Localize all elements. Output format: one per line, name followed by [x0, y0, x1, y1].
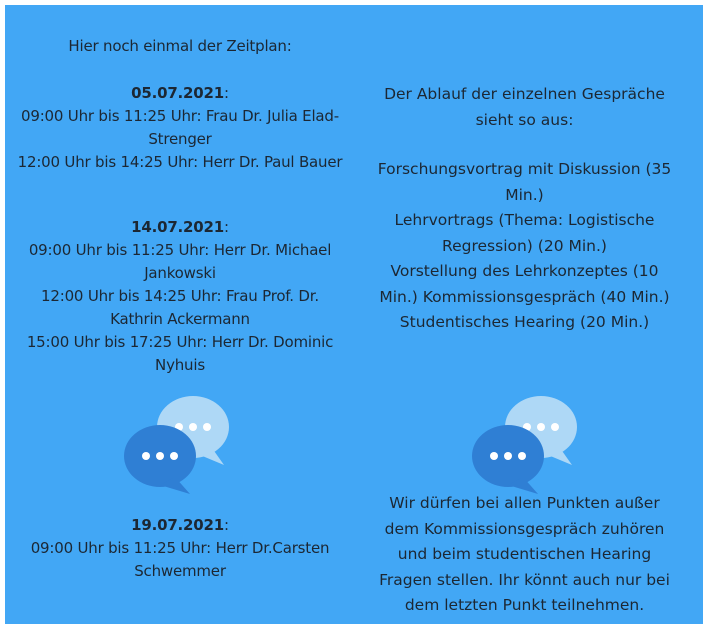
- day3-date: 19.07.2021: [131, 516, 225, 534]
- day2-date: 14.07.2021: [131, 218, 225, 236]
- day3-block: 19.07.2021: 09:00 Uhr bis 11:25 Uhr: Herr Dr.Carsten Schwemmer: [15, 514, 345, 583]
- agenda-line: Vorstellung des Lehrkonzeptes (10: [390, 262, 659, 280]
- chat-bubble-front: [124, 425, 196, 494]
- day3-line: 09:00 Uhr bis 11:25 Uhr: Herr Dr.Carsten: [30, 539, 330, 557]
- agenda-line: Studentisches Hearing (20 Min.): [399, 313, 650, 331]
- day2-line: 12:00 Uhr bis 14:25 Uhr: Frau Prof. Dr.: [41, 287, 319, 305]
- day2-block: 14.07.2021: 09:00 Uhr bis 11:25 Uhr: Herr Dr. Michael Jankowski 12:00 Uhr bis 14:25 Uhr: Frau Prof. Dr. Kathrin Ackermann 15:00 Uhr bis 17:25 Uhr: Herr Dr. Dominic Nyhuis: [15, 216, 345, 377]
- chat-bubbles-icon: [120, 393, 235, 498]
- agenda-line: Forschungsvortrag mit Diskussion (35: [377, 160, 672, 178]
- day2-line: 09:00 Uhr bis 11:25 Uhr: Herr Dr. Michael: [28, 241, 332, 259]
- day2-line: Kathrin Ackermann: [110, 310, 250, 328]
- day2-line: Jankowski: [144, 264, 216, 282]
- agenda-line: Min.) Kommissionsgespräch (40 Min.): [379, 287, 670, 306]
- day1-block: 05.07.2021: 09:00 Uhr bis 11:25 Uhr: Frau Dr. Julia Elad- Strenger 12:00 Uhr bis 14:25 Uhr: Herr Dr. Paul Bauer: [15, 82, 345, 174]
- day3-line: Schwemmer: [134, 562, 226, 580]
- chat-bubbles-icon: [468, 393, 583, 498]
- agenda-list: [352, 157, 697, 336]
- chat-bubble-front: [472, 425, 544, 494]
- agenda-line: Regression) (20 Min.): [442, 236, 607, 255]
- day1-line: Strenger: [148, 130, 212, 148]
- day2-line: 15:00 Uhr bis 17:25 Uhr: Herr Dr. Dominic: [26, 333, 334, 351]
- day1-date: 05.07.2021: [131, 84, 225, 102]
- agenda-line: Lehrvortrags (Thema: Logistische: [394, 211, 655, 229]
- schedule-intro: Hier noch einmal der Zeitplan:: [68, 37, 292, 55]
- day1-line: 09:00 Uhr bis 11:25 Uhr: Frau Dr. Julia Elad-: [21, 107, 339, 125]
- day1-line: 12:00 Uhr bis 14:25 Uhr: Herr Dr. Paul Bauer: [17, 153, 343, 171]
- day2-line: Nyhuis: [155, 356, 205, 374]
- agenda-intro: Der Ablauf der einzelnen Gespräche sieht so aus:: [384, 85, 665, 129]
- participation-note: Wir dürfen bei allen Punkten außer dem Kommissionsgespräch zuhören und beim studentischen Hearing Fragen stellen. Ihr könnt auch nur bei dem letzten Punkt teilnehmen.: [379, 494, 670, 614]
- agenda-line: Min.): [505, 185, 544, 204]
